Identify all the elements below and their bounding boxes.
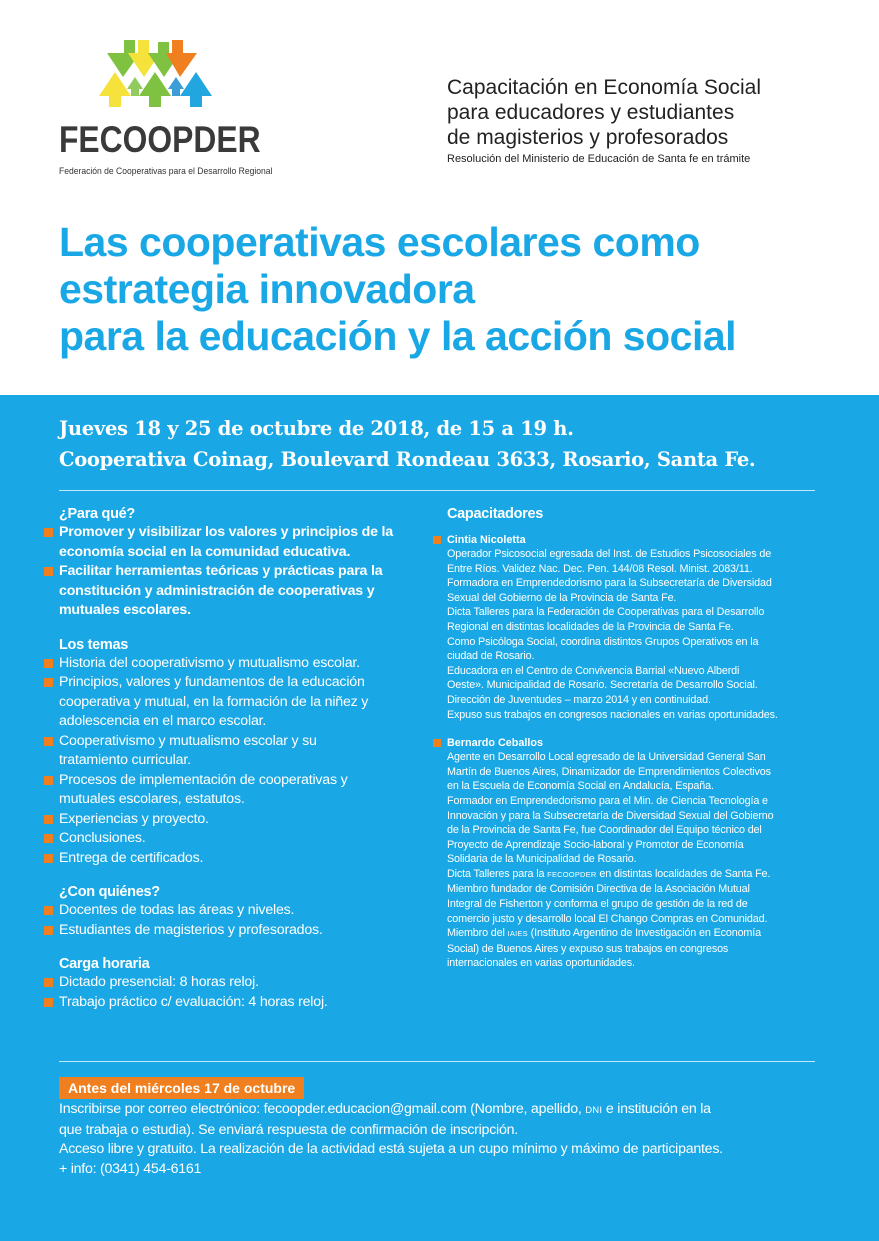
deadline-badge: Antes del miércoles 17 de octubre <box>59 1077 304 1099</box>
bullet-icon <box>44 978 53 987</box>
con-quienes-list <box>59 901 424 940</box>
header-area <box>0 0 879 395</box>
section-title: Carga horaria <box>59 956 150 972</box>
contact-phone: + info: (0341) 454-6161 <box>59 1160 202 1177</box>
bullet-icon <box>44 815 53 824</box>
bullet-icon <box>433 536 441 544</box>
list-item: Dictado presencial: 8 horas reloj. <box>59 973 424 993</box>
list-item: Procesos de implementación de cooperativas y mutuales escolares, estatutos. <box>59 771 424 810</box>
footer-line: que trabaja o estudia). Se enviará respuesta de confirmación de inscripción. <box>59 1121 518 1138</box>
bullet-icon <box>44 906 53 915</box>
logo-name: FECOOPDER <box>59 119 261 160</box>
left-column <box>59 506 424 1012</box>
section-title: Capacitadores <box>447 506 544 522</box>
resolution-note: Resolución del Ministerio de Educación de Santa fe en trámite <box>447 153 751 165</box>
bullet-icon <box>44 567 53 576</box>
list-item: Trabajo práctico c/ evaluación: 4 horas reloj. <box>59 993 424 1013</box>
bullet-icon <box>44 528 53 537</box>
title-line: para la educación y la acción social <box>59 313 737 359</box>
list-item: Estudiantes de magisterios y profesorados. <box>59 921 424 941</box>
bullet-icon <box>44 926 53 935</box>
section-title: ¿Para qué? <box>59 506 135 522</box>
list-item: Cooperativismo y mutualismo escolar y su tratamiento curricular. <box>59 732 424 771</box>
header-line: Capacitación en Economía Social <box>447 76 762 99</box>
list-item: Historia del cooperativismo y mutualismo escolar. <box>59 654 424 674</box>
logo-subtitle: Federación de Cooperativas para el Desarrollo Regional <box>59 166 273 177</box>
bullet-icon <box>44 737 53 746</box>
bullet-icon <box>44 854 53 863</box>
event-date: Jueves 18 y 25 de octubre de 2018, de 15 a 19 h. <box>59 417 574 440</box>
list-item: Facilitar herramientas teóricas y prácticas para la constitución y administración de cooperativas y mutuales escolares. <box>59 562 424 621</box>
header-line: para educadores y estudiantes <box>447 101 735 124</box>
bullet-icon <box>44 998 53 1007</box>
course-header <box>447 75 867 165</box>
list-item: Entrega de certificados. <box>59 849 424 869</box>
right-column <box>447 506 827 985</box>
event-place: Cooperativa Coinag, Boulevard Rondeau 3633, Rosario, Santa Fe. <box>59 448 756 471</box>
list-item: Promover y visibilizar los valores y principios de la economía social en la comunidad educativa. <box>59 523 424 562</box>
title-line: Las cooperativas escolares como <box>59 219 700 265</box>
registration-info <box>59 1100 849 1179</box>
bullet-icon <box>44 678 53 687</box>
bullet-icon <box>44 659 53 668</box>
cooperative-arrows-logo-icon <box>98 40 218 112</box>
title-line: estrategia innovadora <box>59 266 475 312</box>
list-item: Experiencias y proyecto. <box>59 810 424 830</box>
event-info <box>59 413 859 475</box>
section-title: Los temas <box>59 636 129 653</box>
section-title: ¿Con quiénes? <box>59 884 160 900</box>
trainer-name: Bernardo Ceballos <box>447 736 827 750</box>
carga-list <box>59 973 424 1012</box>
bullet-icon <box>44 776 53 785</box>
page-title <box>59 219 859 360</box>
trainer-card: Cintia Nicoletta Operador Psicosocial egresada del Inst. de Estudios Psicosociales de Entre Ríos. Validez Nac. Dec. Pen. 144/08 Resol. Minist. 2083/11. Formadora en Emprendedorismo para la Subsecretaría de Diversidad Sexual del Gobierno de la Provincia de Santa Fe. Dicta Talleres para la Federación de Cooperativas para el Desarrollo Regional en distintas localidades de la Provincia de Santa Fe. Como Psicóloga Social, coordina distintos Grupos Operativos en la ciudad de Rosario. Educadora en el Centro de Convivencia Barrial «Nuevo Alberdi Oeste». Municipalidad de Rosario. Secretaría de Desarrollo Social. Dirección de Juventudes – marzo 2014 y en continuidad. Expuso sus trabajos en congresos nacionales en varias oportunidades. <box>447 533 827 722</box>
list-item: Docentes de todas las áreas y niveles. <box>59 901 424 921</box>
footer-line: Acceso libre y gratuito. La realización de la actividad está sujeta a un cupo mínimo y máximo de participantes. <box>59 1141 723 1158</box>
list-item: Principios, valores y fundamentos de la educación cooperativa y mutual, en la formación de la niñez y adolescencia en el marco escolar. <box>59 673 424 732</box>
para-que-list <box>59 523 424 621</box>
trainer-card: Bernardo Ceballos Agente en Desarrollo Local egresado de la Universidad General San Martín de Buenos Aires, Dinamizador de Emprendimientos Colectivos en la Escuela de Economía Social en Andalucía, España. Formador en Emprendedorismo para el Min. de Ciencia Tecnología e Innovación y para la Subsecretaría de Diversidad Sexual del Gobierno de la Provincia de Santa Fe, fue Coordinador del Equipo técnico del Proyecto de Aprendizaje Socio-laboral y Promotor de Economía Solidaria de la Municipalidad de Rosario. Dicta Talleres para la FECOOPDER en distintas localidades de Santa Fe. Miembro fundador de Comisión Directiva de la Asociación Mutual Integral de Fisherton y conforma el grupo de gestión de la red de comercio justo y desarrollo local El Chango Compras en Comunidad. Miembro del IAIES (Instituto Argentino de Investigación en Economía Social) de Buenos Aires y expuso sus trabajos en congresos internacionales en varias oportunidades. <box>447 736 827 971</box>
divider <box>59 490 815 491</box>
header-line: de magisterios y profesorados <box>447 126 729 149</box>
temas-list <box>59 654 424 869</box>
list-item: Conclusiones. <box>59 829 424 849</box>
register-line: Inscribirse por correo electrónico: fecoopder.educacion@gmail.com (Nombre, apellido, DNI e institución en la <box>59 1101 711 1117</box>
trainer-name: Cintia Nicoletta <box>447 533 827 547</box>
bullet-icon <box>433 739 441 747</box>
bullet-icon <box>44 834 53 843</box>
divider <box>59 1061 815 1062</box>
